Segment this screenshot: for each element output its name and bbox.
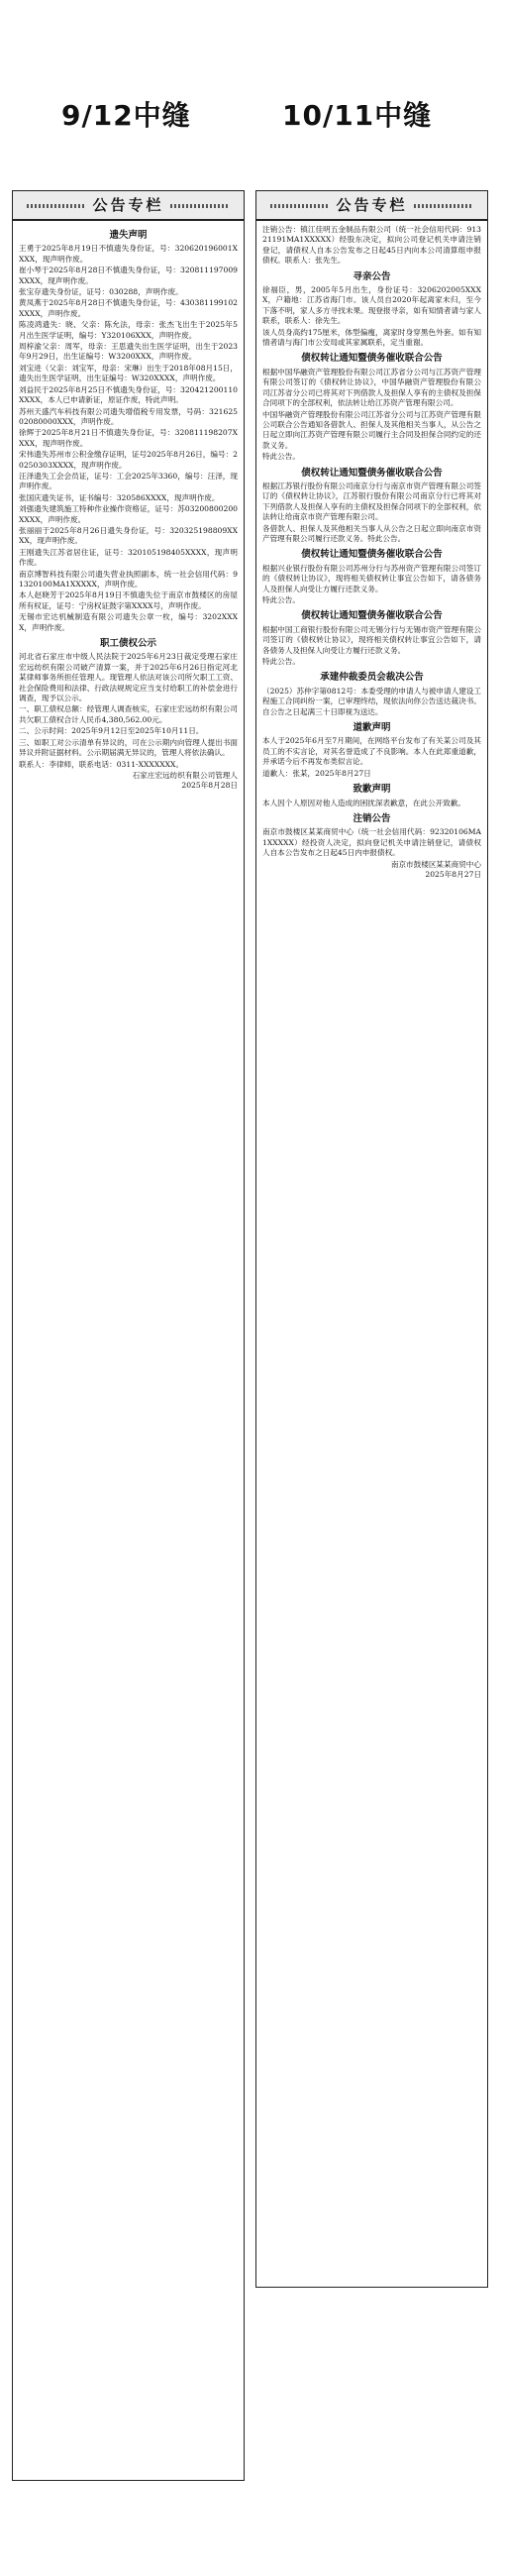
- notice-paragraph: 南京市鼓楼区某某商贸中心（统一社会信用代码：92320106MA1XXXXX）经投资人决定，拟向登记机关申请注销登记，请债权人自本公告发布之日起45日内申报债权。: [262, 827, 481, 858]
- notice-paragraph: （2025）苏仲字第0812号：本委受理的申请人与被申请人建设工程施工合同纠纷一案，已审理终结，现依法向你公告送达裁决书。自公告之日起满三十日即视为送达。: [262, 686, 481, 716]
- notice-paragraph: 特此公告。: [262, 657, 300, 667]
- heading-rule-left: [27, 204, 86, 208]
- left-issue-date: 9/12中缝: [61, 99, 191, 132]
- notice-paragraph: 注销公告：镇江佳明五金制品有限公司（统一社会信用代码：91321191MA1XXXXX）经股东决定，拟向公司登记机关申请注销登记，请债权人自本公告发布之日起45日内向本公司清算组申报债权。联系人：张先生。: [262, 225, 481, 266]
- notice-title: 遗失声明: [109, 230, 148, 241]
- notice-paragraph: 刘强遗失建筑施工特种作业操作资格证，证号：苏03200800200XXXX，声明作废。: [19, 504, 238, 524]
- left-column-heading: 公告专栏: [13, 191, 244, 221]
- notice-paragraph: 道歉人：张某，2025年8月27日: [262, 768, 371, 778]
- notice-paragraph: 根据江苏银行股份有限公司南京分行与南京市资产管理有限公司签订的《债权转让协议》，江苏银行股份有限公司南京分行已将其对下列借款人及担保人享有的主债权及担保合同项下的全部权利，依法转让给南京市资产管理有限公司。: [262, 481, 481, 522]
- notice-title: 债权转让通知暨债务催收联合公告: [301, 467, 443, 479]
- notice-paragraph: 王刚遗失江苏省居住证，证号：320105198405XXXX，现声明作废。: [19, 547, 238, 568]
- notice-paragraph: 刘益民于2025年8月25日不慎遗失身份证，号：320421200110XXXX，本人已申请新证，原证作废，特此声明。: [19, 384, 238, 405]
- notice-paragraph: 特此公告。: [262, 452, 300, 462]
- notice-paragraph: 该人员身高约175厘米，体型偏瘦，离家时身穿黑色外套。如有知情者请与海门市公安局或其家属联系，定当重谢。: [262, 327, 481, 348]
- notice-title: 道歉声明: [353, 722, 391, 734]
- notice-title: 注销公告: [353, 812, 391, 824]
- notice-paragraph: 各借款人、担保人及其他相关当事人从公告之日起立即向南京市资产管理有限公司履行还款义务。特此公告。: [262, 523, 481, 543]
- notice-paragraph: 张国庆遗失证书，证书编号：320586XXXX，现声明作废。: [19, 492, 220, 502]
- notice-signature: 2025年8月28日: [181, 781, 238, 791]
- notice-paragraph: 一、职工债权总额：经管理人调查核实，石家庄宏远纺织有限公司共欠职工债权合计人民币4,380,562.00元。: [19, 704, 238, 724]
- notice-title: 承建仲裁委员会裁决公告: [320, 672, 424, 684]
- notice-paragraph: 汪泽遗失工会会员证，证号：工会2025年3360，编号：汪泽，现声明作废。: [19, 471, 238, 491]
- notice-paragraph: 徐辉于2025年8月21日不慎遗失身份证，号：320811198207XXXX，现声明作废。: [19, 428, 238, 448]
- notice-paragraph: 王勇于2025年8月19日不慎遗失身份证，号：320620196001XXXX，现声明作废。: [19, 244, 238, 264]
- left-column-body: [13, 221, 244, 796]
- notice-paragraph: 张宝存遗失身份证，证号：030288，声明作废。: [19, 287, 183, 297]
- notice-paragraph: 本人赵晓芳于2025年8月19日不慎遗失位于南京市鼓楼区的房屋所有权证，证号：宁房权证鼓字第XXXX号，声明作废。: [19, 590, 238, 610]
- notice-paragraph: 二、公示时间：2025年9月12日至2025年10月11日。: [19, 726, 204, 736]
- notice-paragraph: 三、如职工对公示清单有异议的，可在公示期内向管理人提出书面异议并附证据材料。公示期届满无异议的，管理人将依法确认。: [19, 737, 238, 758]
- notice-paragraph: 刘宝进（父亲：刘宝军，母亲：宋琳）出生于2018年08月15日，遗失出生医学证明，出生证编号：W320XXXX，声明作废。: [19, 363, 238, 383]
- heading-rule-right: [170, 204, 230, 208]
- notice-title: 致歉声明: [353, 784, 391, 796]
- notice-paragraph: 南京博智科技有限公司遗失营业执照副本，统一社会信用代码：91320100MA1XXXXX，声明作废。: [19, 569, 238, 589]
- right-column-heading: 公告专栏: [256, 191, 487, 221]
- right-column-body: [256, 221, 487, 884]
- notice-paragraph: 根据中国工商银行股份有限公司无锡分行与无锡市资产管理有限公司签订的《债权转让协议》，现将相关债权转让事宜公告如下，请各债务人及担保人向受让方履行还款义务。: [262, 624, 481, 655]
- notice-paragraph: 联系人：李律师，联系电话：0311-XXXXXXX。: [19, 759, 184, 769]
- notice-paragraph: 本人因个人原因对他人造成的困扰深表歉意，在此公开致歉。: [262, 798, 466, 807]
- notice-title: 债权转让通知暨债务催收联合公告: [301, 549, 443, 561]
- notice-paragraph: 崔小琴于2025年8月28日不慎遗失身份证，号：320811197009XXXX，现声明作废。: [19, 266, 238, 285]
- notice-title: 债权转让通知暨债务催收联合公告: [301, 353, 443, 365]
- notice-paragraph: 黄凤燕于2025年8月28日不慎遗失身份证，号：430381199102XXXX，声明作废。: [19, 298, 238, 318]
- notice-paragraph: 陈凌鸿遗失：晓、父亲：陈允法，母亲：张杰飞出生于2025年5月出生医学证明，编号：Y320106XXX，声明作废。: [19, 320, 238, 340]
- notice-paragraph: 根据兴业银行股份有限公司苏州分行与苏州资产管理有限公司签订的《债权转让协议》，现将相关债权转让事宜公告如下，请各债务人及担保人向受让方履行还款义务。: [262, 563, 481, 593]
- notice-paragraph: 中国华融资产管理股份有限公司江苏省分公司与江苏资产管理有限公司联合公告通知各借款人、担保人及其他相关当事人，从公告之日起立即向江苏资产管理有限公司履行主合同及担保合同约定的还款义务。: [262, 409, 481, 450]
- notice-paragraph: 苏州天盛汽车科技有限公司遗失增值税专用发票，号码：32162502080000XXX，声明作废。: [19, 406, 238, 426]
- notice-paragraph: 本人于2025年6月至7月期间，在网络平台发布了有关某公司及其员工的不实言论，对其名誉造成了不良影响。本人在此郑重道歉，并承诺今后不再发布类似言论。: [262, 736, 481, 767]
- right-notice-column: [255, 190, 488, 2288]
- notice-title: 寻亲公告: [353, 270, 391, 282]
- notice-signature: 2025年8月27日: [425, 869, 481, 879]
- notice-paragraph: 宋伟遗失苏州市公积金缴存证明，证号2025年8月26日，编号：20250303XXXX，现声明作废。: [19, 450, 238, 470]
- notice-paragraph: 特此公告。: [262, 595, 300, 604]
- notice-signature: 石家庄宏远纺织有限公司管理人: [132, 770, 238, 780]
- notice-signature: 南京市鼓楼区某某商贸中心: [390, 859, 481, 869]
- notice-title: 职工债权公示: [99, 638, 156, 650]
- notice-paragraph: 张丽丽于2025年8月26日遗失身份证，号：320325198809XXXX，现声明作废。: [19, 525, 238, 546]
- notice-paragraph: 无锡市宏达机械制造有限公司遗失公章一枚，编号：3202XXXX，声明作废。: [19, 612, 238, 632]
- heading-rule-right: [414, 204, 473, 208]
- notice-title: 债权转让通知暨债务催收联合公告: [301, 610, 443, 622]
- notice-paragraph: 徐福臣，男，2005年5月出生，身份证号：3206202005XXXX，户籍地：江苏省海门市。该人员自2020年起离家未归，至今下落不明，家人多方寻找未果。现登报寻亲，如有知情者请与家人联系，联系人：徐先生。: [262, 285, 481, 326]
- right-issue-date: 10/11中缝: [282, 99, 433, 132]
- notice-paragraph: 根据中国华融资产管理股份有限公司江苏省分公司与江苏资产管理有限公司签订的《债权转让协议》，中国华融资产管理股份有限公司江苏省分公司已将其对下列借款人及担保人享有的主债权及担保合同项下的全部权利，依法转让给江苏资产管理有限公司。: [262, 367, 481, 408]
- notice-paragraph: 河北省石家庄市中级人民法院于2025年6月23日裁定受理石家庄宏远纺织有限公司破产清算一案，并于2025年6月26日指定河北某律师事务所担任管理人。现管理人依法对该公司所欠职工工资、社会保险费用和法律、行政法规规定应当支付给职工的补偿金进行调查，现予以公示。: [19, 652, 238, 703]
- notice-paragraph: 周梓渝父亲：周军，母亲：王思遗失出生医学证明，出生于2023年9月29日，出生证编号：W3200XXX，声明作废。: [19, 342, 238, 362]
- left-notice-column: [12, 190, 245, 2481]
- heading-rule-left: [270, 204, 330, 208]
